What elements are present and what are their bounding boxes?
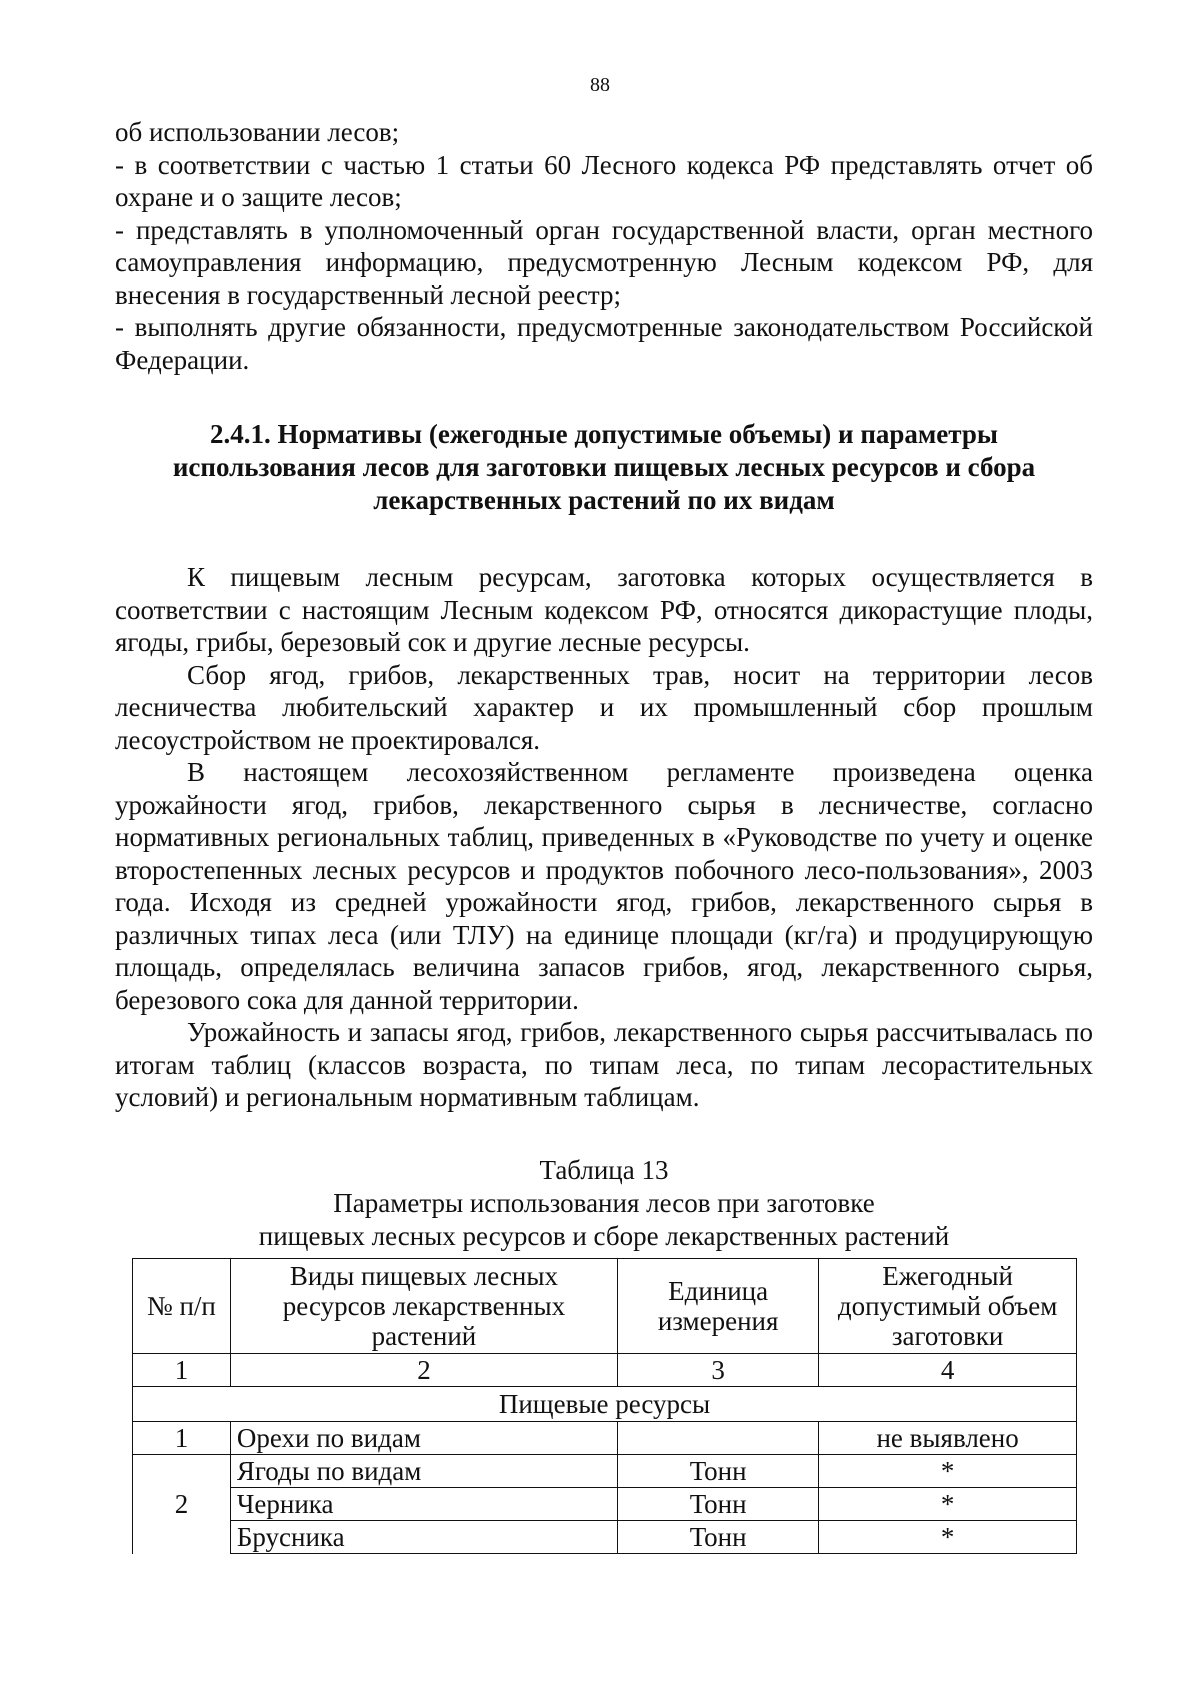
table-row (133, 1488, 1077, 1521)
cell-volume: * (819, 1521, 1077, 1554)
cell-unit: Тонн (618, 1521, 819, 1554)
cell-resource: Ягоды по видам (230, 1455, 617, 1488)
cell-volume: * (819, 1455, 1077, 1488)
table-title-line: Параметры использования лесов при заготовке (333, 1187, 875, 1218)
section-heading: 2.4.1. Нормативы (ежегодные допустимые объемы) и параметры использования лесов для заготовки пищевых лесных ресурсов и сбора лекарственных растений по их видам (172, 419, 1036, 515)
intro-paragraph: - в соответствии с частью 1 статьи 60 Лесного кодекса РФ представлять отчет об охране и о защите лесов; (115, 149, 1093, 212)
header-unit: Единица измерения (618, 1259, 819, 1354)
resources-table (132, 1258, 1077, 1554)
section-title: Пищевые ресурсы (133, 1387, 1077, 1422)
cell-volume: не выявлено (819, 1422, 1077, 1455)
header-annual-volume: Ежегодный допустимый объем заготовки (819, 1259, 1077, 1354)
body-paragraph: В настоящем лесохозяйственном регламенте произведена оценка урожайности ягод, грибов, лекарственного сырья в лесничестве, согласно нормативных региональных таблиц, приведенных в «Руководстве по учету и оценке второстепенных лесных ресурсов и продуктов побочного лесо-пользования», 2003 года. Исходя из средней урожайности ягод, грибов, лекарственного сырья в различных типах леса (или ТЛУ) на единице площади (кг/га) и продуцирующую площадь, определялась величина запасов грибов, ягод, лекарственного сырья, березового сока для данной территории. (115, 757, 1093, 1015)
page-content (115, 116, 1093, 1253)
cell-resource: Орехи по видам (230, 1422, 617, 1455)
intro-paragraph: - выполнять другие обязанности, предусмотренные законодательством Российской Федерации. (115, 312, 1093, 375)
header-resource-type: Виды пищевых лесных ресурсов лекарственных растений (230, 1259, 617, 1354)
body-paragraph: К пищевым лесным ресурсам, заготовка которых осуществляется в соответствии с настоящим Лесным кодексом РФ, относятся дикорастущие плоды, ягоды, грибы, березовый сок и другие лесные ресурсы. (115, 562, 1093, 657)
intro-paragraph: об использовании лесов; (115, 117, 400, 147)
column-number: 1 (133, 1354, 231, 1387)
table-caption (115, 1154, 1093, 1253)
table-section-row (133, 1387, 1077, 1422)
column-number: 4 (819, 1354, 1077, 1387)
column-number-row (133, 1354, 1077, 1387)
cell-number: 2 (133, 1455, 231, 1554)
body-paragraph: Сбор ягод, грибов, лекарственных трав, носит на территории лесов лесничества любительский характер и их промышленный сбор прошлым лесоустройством не проектировался. (115, 659, 1093, 755)
header-number: № п/п (133, 1259, 231, 1354)
page-number: 88 (590, 74, 610, 96)
cell-unit: Тонн (618, 1488, 819, 1521)
cell-volume: * (819, 1488, 1077, 1521)
cell-unit: Тонн (618, 1455, 819, 1488)
cell-number: 1 (133, 1422, 231, 1455)
table-title-line: пищевых лесных ресурсов и сборе лекарственных растений (258, 1220, 950, 1251)
table-header-row (133, 1259, 1077, 1354)
table-row (133, 1422, 1077, 1455)
cell-unit (618, 1422, 819, 1455)
table-row (133, 1455, 1077, 1488)
column-number: 2 (230, 1354, 617, 1387)
column-number: 3 (618, 1354, 819, 1387)
cell-resource: Брусника (230, 1521, 617, 1554)
body-paragraph: Урожайность и запасы ягод, грибов, лекарственного сырья рассчитывалась по итогам таблиц (классов возраста, по типам леса, по типам лесорастительных условий) и региональным нормативным таблицам. (115, 1017, 1093, 1112)
intro-paragraph: - представлять в уполномоченный орган государственной власти, орган местного самоуправления информацию, предусмотренную Лесным кодексом РФ, для внесения в государственный лесной реестр; (115, 214, 1093, 310)
cell-resource: Черника (230, 1488, 617, 1521)
table-row (133, 1521, 1077, 1554)
table-label: Таблица 13 (539, 1154, 669, 1185)
